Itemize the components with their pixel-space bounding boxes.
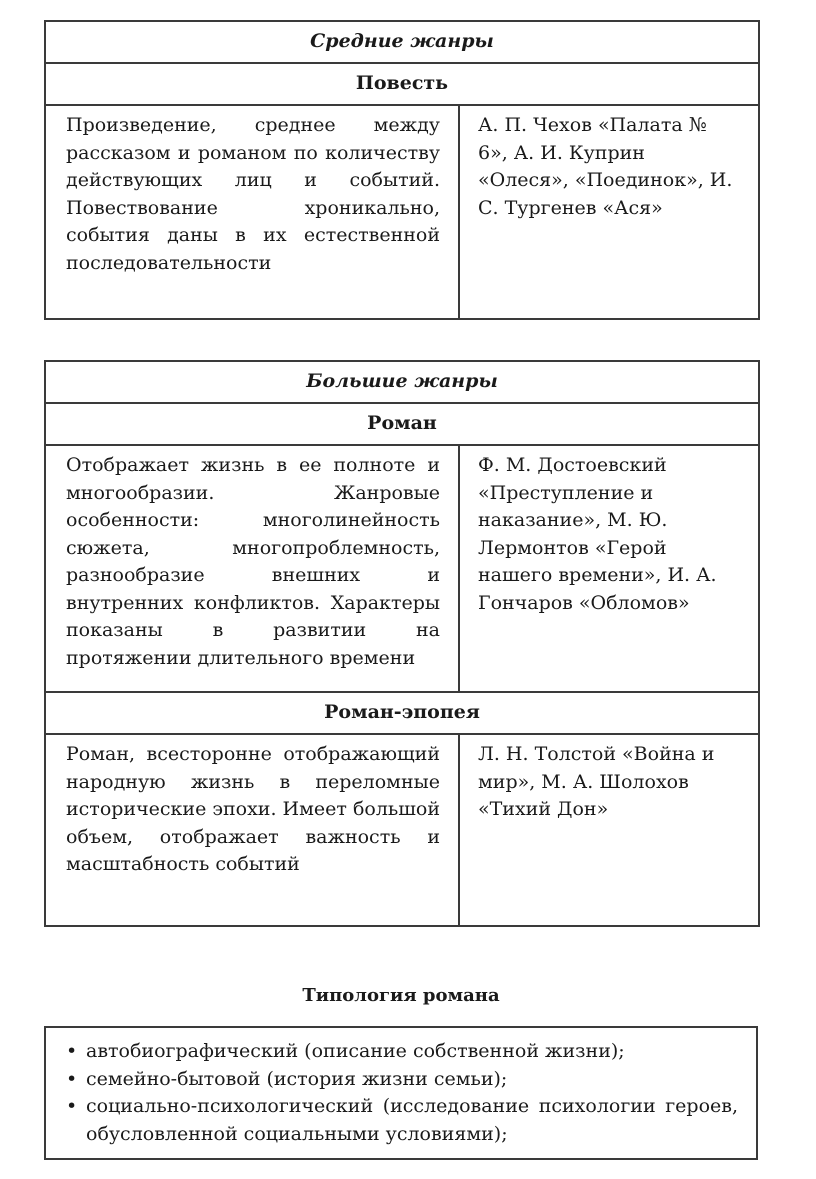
povest-examples: А. П. Чехов «Палата № 6», А. И. Куприн «Олеся», «Поединок», И. С. Тургенев «Ася» (459, 105, 759, 319)
novel-examples: Ф. М. Достоевский «Преступление и наказание», М. Ю. Лермонтов «Герой нашего времени», И. А. Гончаров «Обломов» (459, 445, 759, 692)
novel-heading: Роман (45, 403, 759, 445)
epic-novel-examples: Л. Н. Толстой «Война и мир», М. А. Шолохов «Тихий Дон» (459, 734, 759, 926)
middle-genres-heading: Средние жанры (45, 21, 759, 63)
bullet-icon: • (66, 1067, 78, 1090)
typology-title: Типология романа (302, 985, 500, 1006)
povest-heading: Повесть (45, 63, 759, 105)
typology-item (66, 1066, 738, 1094)
middle-genres-table (44, 20, 760, 320)
typology-item (66, 1038, 738, 1066)
typology-list (66, 1038, 738, 1148)
typology-box (44, 1026, 758, 1160)
epic-novel-description: Роман, всесторонне отображающий народную жизнь в переломные исторические эпохи. Имеет большой объем, отображает важность и масштабность событий (45, 734, 459, 926)
epic-novel-heading: Роман-эпопея (45, 692, 759, 734)
novel-description: Отображает жизнь в ее полноте и многообразии. Жанровые особенности: многолинейность сюжета, многопроблемность, разнообразие внешних и внутренних конфликтов. Характеры показаны в развитии на протяжении длительного времени (45, 445, 459, 692)
bullet-icon: • (66, 1095, 78, 1117)
bullet-icon: • (66, 1040, 78, 1062)
typology-item-text: социально-психологический (исследование психологии героев, обусловленной социальными условиями); (86, 1095, 738, 1145)
typology-item-text: семейно-бытовой (история жизни семьи); (86, 1067, 508, 1090)
large-genres-table (44, 360, 760, 927)
large-genres-heading: Большие жанры (45, 361, 759, 403)
typology-item-text: автобиографический (описание собственной жизни); (86, 1040, 625, 1062)
typology-item (66, 1093, 738, 1148)
povest-description: Произведение, среднее между рассказом и романом по количеству действующих лиц и событий. Повествование хроникально, события даны в их естественной последовательности (45, 105, 459, 319)
